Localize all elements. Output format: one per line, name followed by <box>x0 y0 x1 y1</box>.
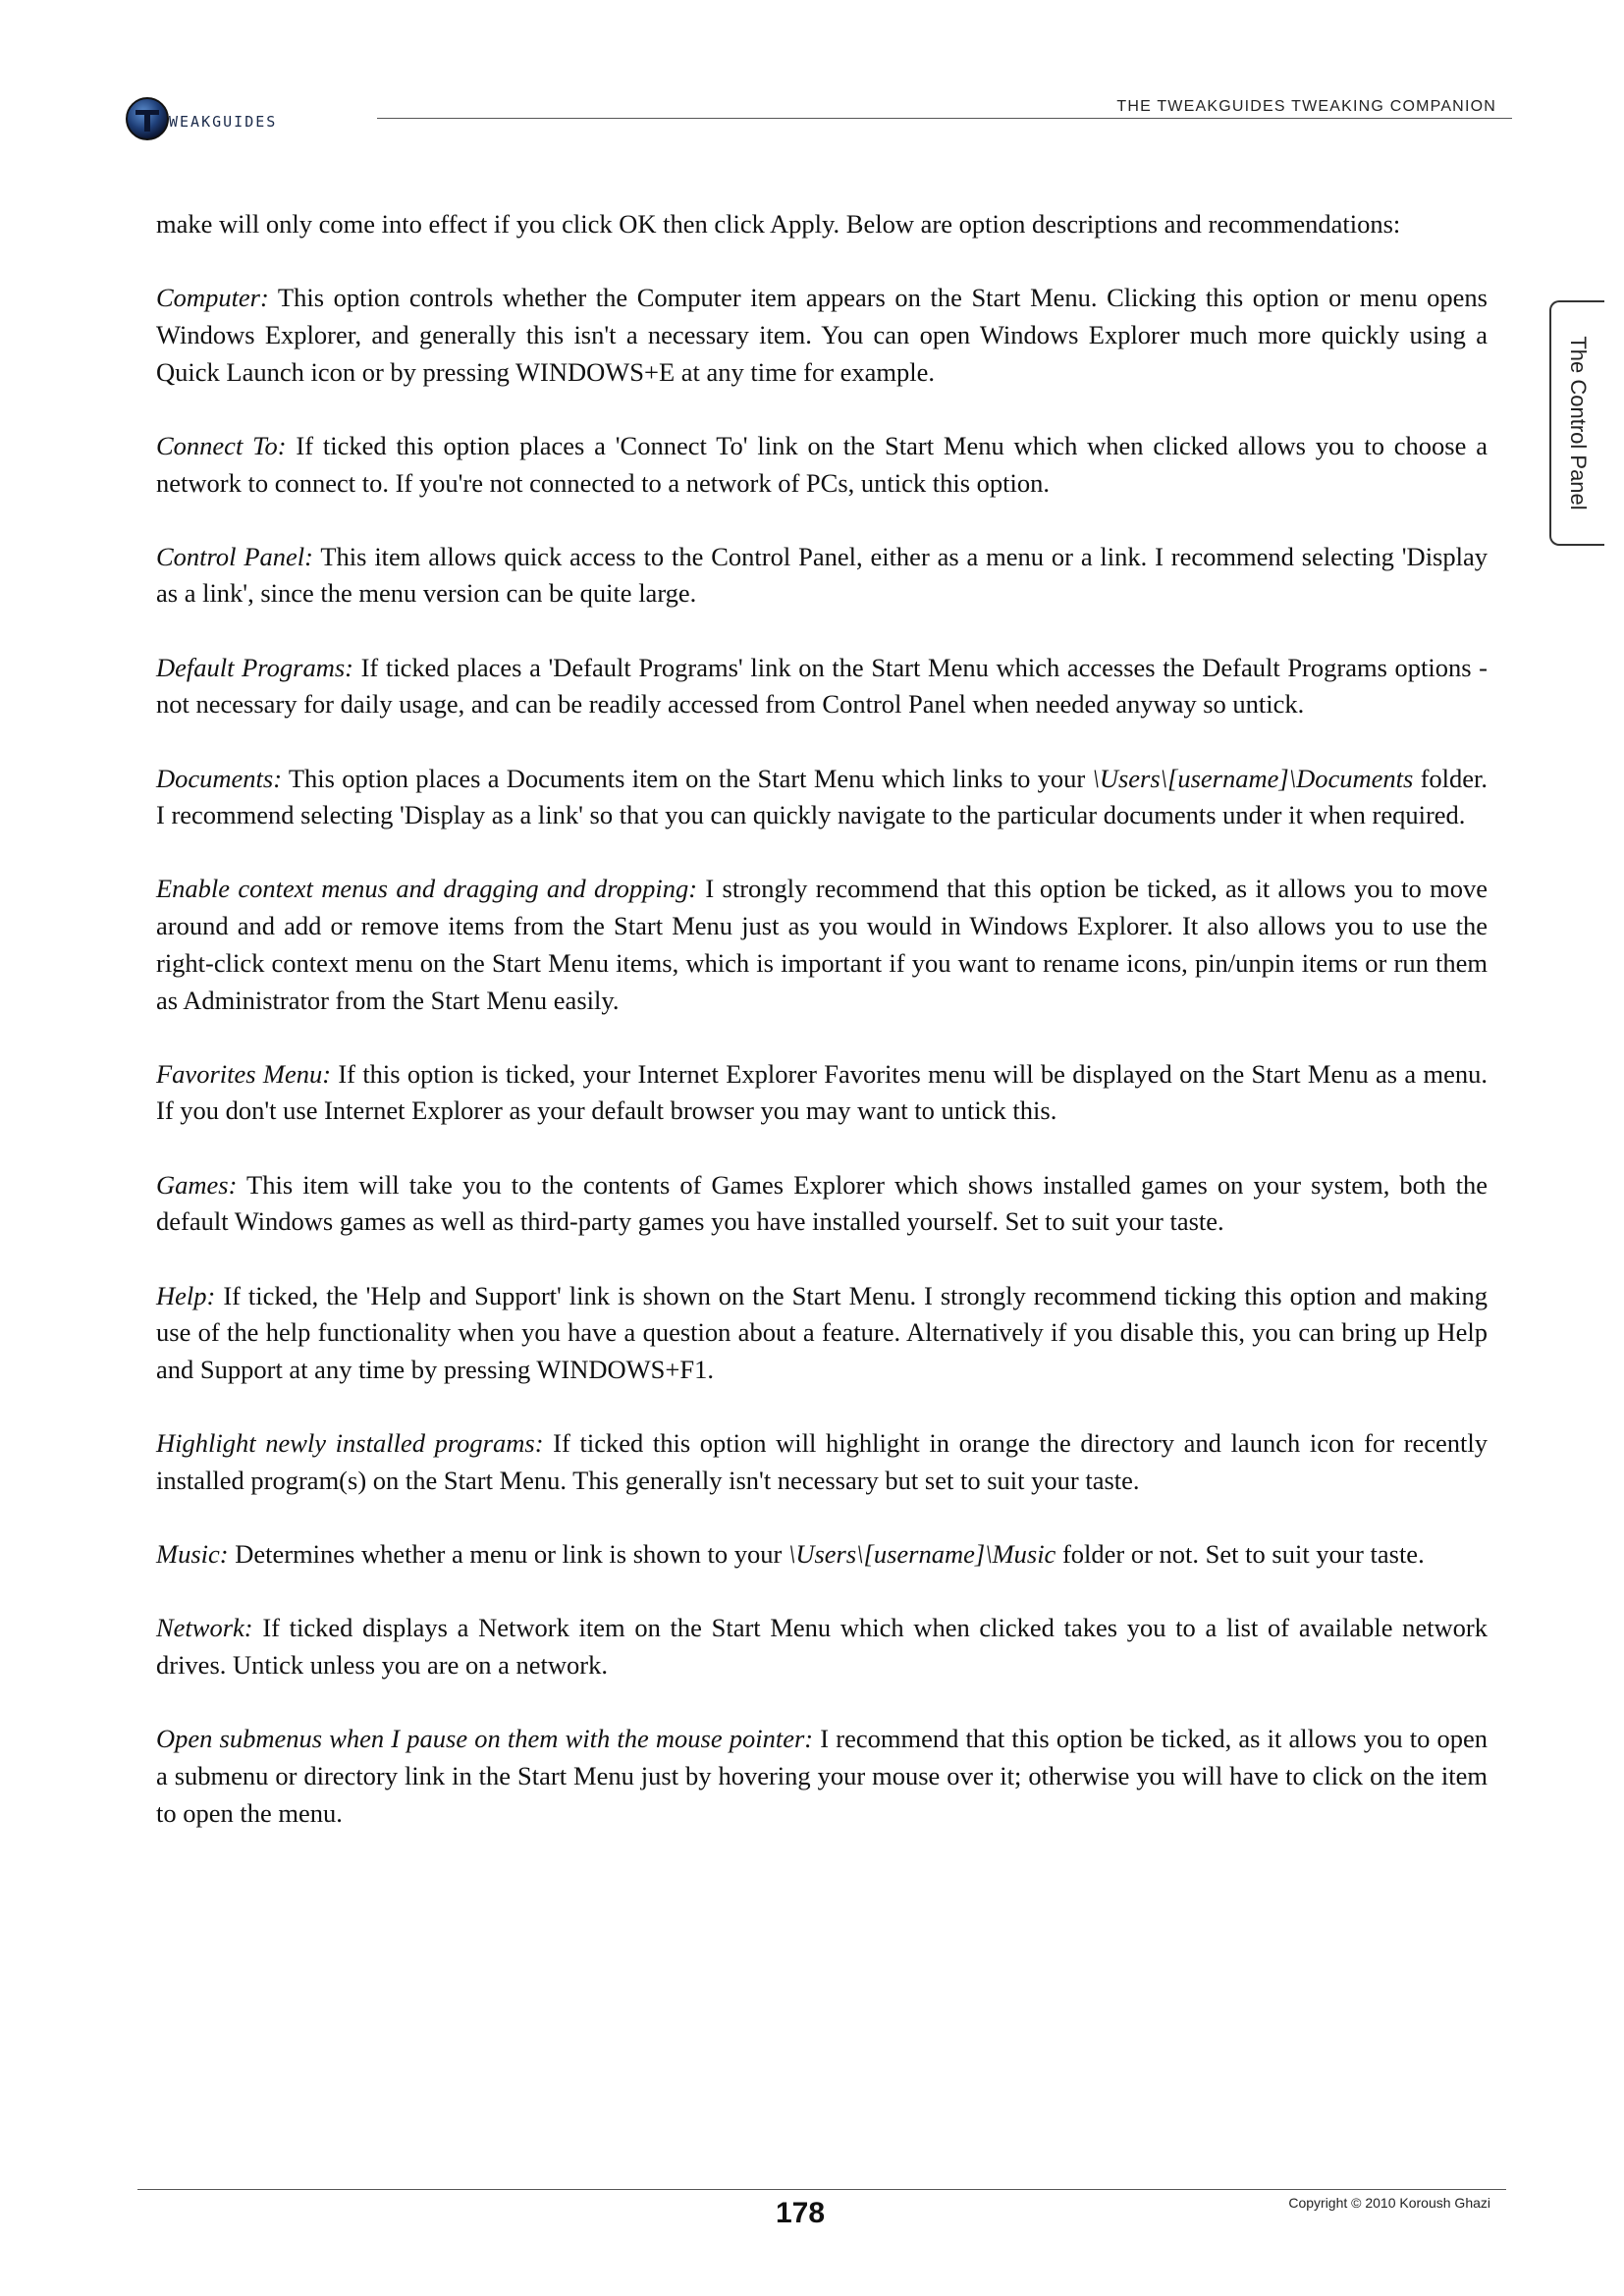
option-term: Network: <box>156 1613 253 1643</box>
option-context-menus <box>156 871 1488 1019</box>
intro-paragraph: make will only come into effect if you click OK then click Apply. Below are option descriptions and recommendations: <box>156 209 1401 239</box>
option-term: Games: <box>156 1169 238 1200</box>
option-desc: Determines whether a menu or link is shown to your <box>228 1539 788 1570</box>
folder-path: \Users\[username]\Music <box>787 1539 1056 1570</box>
option-term: Default Programs: <box>156 652 353 682</box>
tweakguides-logo <box>126 94 361 143</box>
header-rule <box>377 118 1512 119</box>
option-network <box>156 1610 1488 1683</box>
option-desc: This option controls whether the Computer item appears on the Start Menu. Clicking this option or menu opens Windows Explorer, and generally this isn't a necessary item. You can open Windows Explorer much more quickly using a Quick Launch icon or by pressing WINDOWS+E at any time for example. <box>156 283 1488 387</box>
section-tab-label: The Control Panel <box>1566 336 1591 510</box>
option-desc: folder. I recommend selecting 'Display as a link' so that you can quickly navigate to the particular documents under it when required. <box>156 763 1489 830</box>
body-text <box>156 206 1488 1869</box>
option-connect-to <box>156 428 1488 502</box>
footer-rule <box>137 2189 1506 2190</box>
option-desc: If ticked places a 'Default Programs' link on the Start Menu which accesses the Default Programs options - not necessary for daily usage, and can be readily accessed from Control Panel when needed anyway so untick. <box>156 652 1489 720</box>
option-desc: folder or not. Set to suit your taste. <box>1056 1539 1425 1570</box>
option-desc: If ticked, the 'Help and Support' link is shown on the Start Menu. I strongly recommend ticking this option and making use of the help functionality when you have a question about a feature. Alternatively if you disable this, you can bring up Help and Support at any time by pressing WINDOWS+F1. <box>156 1280 1488 1384</box>
option-default-programs <box>156 650 1488 723</box>
option-desc: If ticked displays a Network item on the Start Menu which when clicked takes you to a list of available network drives. Untick unless you are on a network. <box>156 1613 1488 1680</box>
option-term: Favorites Menu: <box>156 1058 332 1089</box>
option-help <box>156 1278 1488 1389</box>
option-music <box>156 1536 1488 1574</box>
option-desc: This option places a Documents item on the Start Menu which links to your <box>282 763 1093 793</box>
option-term: Highlight newly installed programs: <box>156 1428 544 1459</box>
option-desc: If ticked this option places a 'Connect To' link on the Start Menu which when clicked allows you to choose a network to connect to. If you're not connected to a network of PCs, untick this option. <box>156 430 1488 498</box>
option-term: Open submenus when I pause on them with the mouse pointer: <box>156 1724 814 1754</box>
option-highlight-new-programs <box>156 1425 1488 1499</box>
option-documents <box>156 761 1488 834</box>
option-term: Enable context menus and dragging and dropping: <box>156 874 698 904</box>
option-term: Help: <box>156 1280 216 1310</box>
option-term: Computer: <box>156 283 269 313</box>
option-term: Documents: <box>156 763 283 793</box>
folder-path: \Users\[username]\Documents <box>1092 763 1414 793</box>
option-games <box>156 1167 1488 1241</box>
option-computer <box>156 280 1488 391</box>
option-open-submenus <box>156 1721 1488 1832</box>
section-tab <box>1549 300 1604 546</box>
option-desc: If this option is ticked, your Internet Explorer Favorites menu will be displayed on the Start Menu as a menu. If you don't use Internet Explorer as your default browser you may want to untick this. <box>156 1058 1489 1126</box>
option-desc: This item allows quick access to the Control Panel, either as a menu or a link. I recommend selecting 'Display as a link', since the menu version can be quite large. <box>156 541 1488 609</box>
page-header <box>126 94 1512 143</box>
header-title: THE TWEAKGUIDES TWEAKING COMPANION <box>1116 98 1496 115</box>
page-number: 178 <box>776 2197 826 2229</box>
option-desc: If ticked this option will highlight in orange the directory and launch icon for recently installed program(s) on the Start Menu. This generally isn't necessary but set to suit your taste. <box>156 1428 1488 1495</box>
option-term: Control Panel: <box>156 541 313 571</box>
option-control-panel <box>156 539 1488 613</box>
option-favorites-menu <box>156 1056 1488 1130</box>
option-term: Music: <box>156 1539 229 1570</box>
copyright-notice: Copyright © 2010 Koroush Ghazi <box>1288 2195 1490 2211</box>
option-desc: I recommend that this option be ticked, as it allows you to open a submenu or directory link in the Start Menu just by hovering your mouse over it; otherwise you will have to click on the item to open the menu. <box>156 1724 1488 1828</box>
option-desc: I strongly recommend that this option be ticked, as it allows you to move around and add or remove items from the Start Menu just as you would in Windows Explorer. It also allows you to use the right-click context menu on the Start Menu items, which is important if you want to rename icons, pin/unpin items or run them as Administrator from the Start Menu easily. <box>156 874 1488 1015</box>
option-desc: This item will take you to the contents of Games Explorer which shows installed games on your system, both the default Windows games as well as third-party games you have installed yourself. Set to suit your taste. <box>156 1169 1488 1237</box>
logo-text: WEAKGUIDES <box>169 113 278 131</box>
option-term: Connect To: <box>156 430 287 460</box>
